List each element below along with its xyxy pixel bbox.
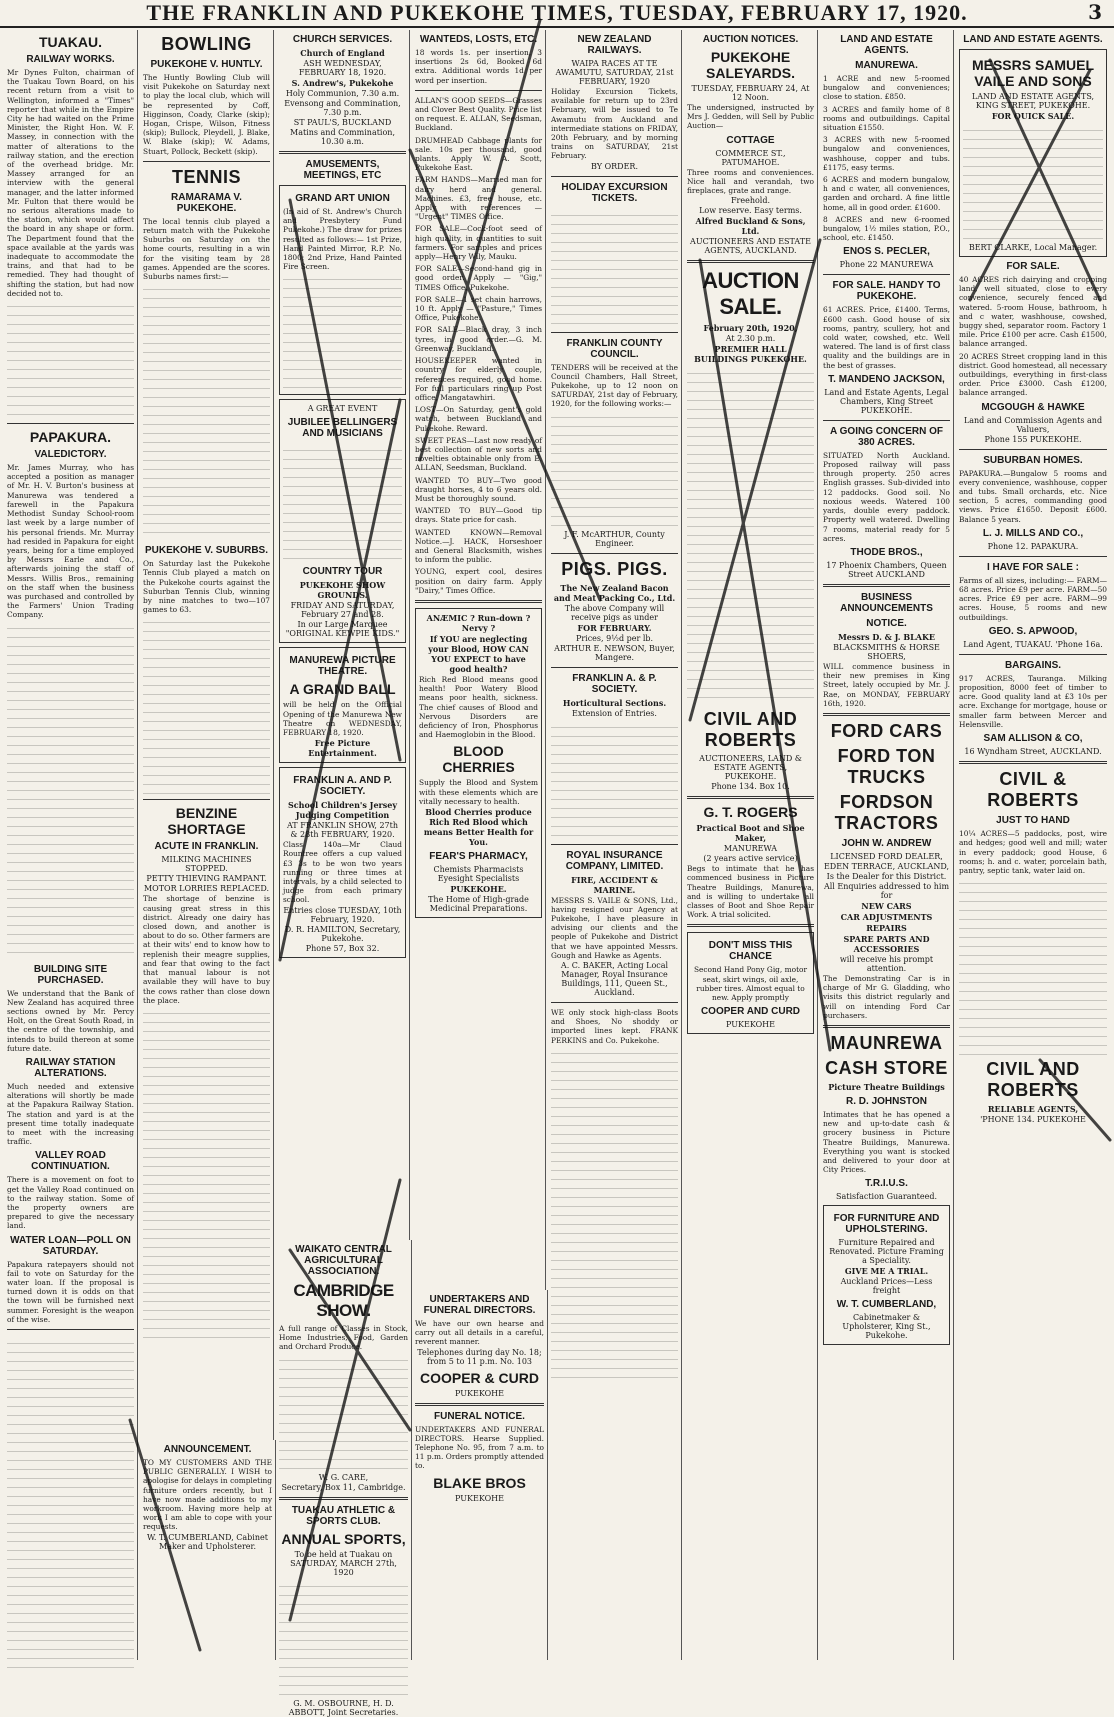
ad-head: BARGAINS. bbox=[1004, 659, 1062, 671]
ad-line: Phone 57, Box 32. bbox=[305, 943, 380, 953]
ad-furniture bbox=[823, 1205, 950, 1345]
ad-text: TENDERS will be received at the Council Chambers, Hall Street, Pukekohe, up to 12 noon on SATURDAY, 21st day of February, 1920, for the following works:— bbox=[551, 362, 678, 409]
ad-line: PUKEKOHE bbox=[455, 1388, 504, 1398]
ad-head: FOR FURNITURE AND UPHOLSTERING. bbox=[833, 1213, 940, 1236]
divider bbox=[279, 1497, 408, 1500]
page-number: 3 bbox=[1088, 0, 1102, 24]
ad-text: A full range of Classes in Stock, Home Industries, Food, Garden and Orchard Produce. bbox=[279, 1324, 408, 1352]
ad-line: ARTHUR E. NEWSON, Buyer, Mangere. bbox=[554, 643, 675, 662]
ad-line: 'PHONE 134. PUKEKOHE bbox=[980, 1115, 1086, 1125]
property-listing: 6 ACRES and modern bungalow, h and c water, all conveniences, garden and orchard. A fine little home, all in good order. £1600. bbox=[823, 175, 950, 212]
ad-text: Second Hand Pony Gig, motor seat, skirt wings, oil axle, rubber tires. Almost equal to new. Apply promptly bbox=[693, 965, 808, 1003]
ad-line: Chemists Pharmacists Eyesight Specialists bbox=[433, 865, 524, 883]
ad-line: SPARE PARTS AND ACCESSORIES bbox=[843, 933, 930, 954]
ad-head: FORDSON TRACTORS bbox=[834, 791, 939, 833]
ad-head: GRAND ART UNION bbox=[295, 193, 390, 204]
ad-vaile bbox=[959, 49, 1107, 257]
divider bbox=[415, 90, 542, 91]
ad-head: T.R.I.U.S. bbox=[865, 1178, 908, 1190]
ad-line: PUKEKOHE. bbox=[450, 884, 507, 894]
ad-head: FOR SALE. bbox=[1006, 261, 1060, 272]
property-list bbox=[959, 275, 1107, 398]
divider bbox=[551, 332, 678, 333]
service-line: Evensong and Commination, 7.30 p.m. bbox=[284, 99, 401, 117]
article-text-bowling: The Huntly Bowling Club will visit Pukekohe on Saturday next to play the local club, which will be represented by Coff, Higginson, Coady, Clarke (skip); Hogan, Crispe, Wilson, Fitness (skip); Bullock, Pleydell, J. Blake, W. Blake (skip); W. Adams, Stuart, Pollock, Beckett (skip). bbox=[143, 73, 270, 156]
ad-line: Blood Cherries produce Rich Red Blood which means Better Health for You. bbox=[423, 807, 534, 847]
ad-line: Phone 12. PAPAKURA. bbox=[987, 541, 1079, 551]
ad-line: The Home of High-grade Medicinal Preparations. bbox=[428, 895, 529, 913]
ad-line: Prices, 9½d per lb. bbox=[575, 633, 654, 643]
ad-head: JOHN W. ANDREW bbox=[841, 837, 932, 849]
ad-head: FORD CARS bbox=[830, 720, 943, 741]
column-6 bbox=[684, 30, 818, 1660]
property-listing: 3 ACRES and family home of 8 rooms and outbuildings. Capital situation £1550. bbox=[823, 104, 950, 133]
ad-text: 10¼ ACRES—5 paddocks, post, wire and hedges; good well and mill; water in every paddock; good House, 6 rooms; h. and c. water, porcelain bath, pantry, septic tank, water laid on. bbox=[959, 829, 1107, 875]
article-continuation bbox=[143, 614, 270, 794]
article-text-benzine: The shortage of benzine is causing great stress in this district. Already one dairy has closed down, and another is about to do so. Other farmers are at their wits' end to know how to replenish their meagre supplies, and fear that owing to the fact that manual labour is not available they will have to buy the cows rather than close down the place. bbox=[143, 894, 270, 1005]
ad-head: NOTICE. bbox=[866, 617, 907, 629]
ad-line: Land and Estate Agents, Legal Chambers, King Street PUKEKOHE. bbox=[824, 387, 949, 415]
ad-head: L. J. MILLS AND CO., bbox=[982, 527, 1084, 539]
service-line: Holy Communion, 7.30 a.m. bbox=[285, 89, 400, 98]
article-text-building-site: We understand that the Bank of New Zealand has acquired three sections owned by Mr. Percy Holt, on the Great South Road, in the centre of the township, and intends to build thereon at some future date. bbox=[7, 988, 134, 1053]
ad-line: School Children's Jersey Judging Competition bbox=[287, 800, 397, 821]
ad-line: Phone 134. Box 10. bbox=[711, 782, 790, 792]
ad-line: BY ORDER. bbox=[591, 161, 638, 171]
ad-text: SITUATED North Auckland. Proposed railway will pass through property. 250 acres English grasses. Sub-divided into 12 paddocks. Good soil. No noxious weeds. Watered 100 yards, double every paddock. Property well watered. Dwelling 7 rooms, material ready for 5 acres. bbox=[823, 450, 950, 543]
ad-line: Phone 155 PUKEKOHE. bbox=[984, 434, 1082, 444]
ad-text: Farms of all sizes, including:— FARM—68 acres. Price £9 per acre. FARM—50 acres. Price £9 per acre. FARM—99 acres. House, 5 rooms and new outbuildings. bbox=[959, 575, 1107, 622]
classified-ad: FOR SALE—Black dray, 3 inch tyres, in good order.—G. M. Greenway, Buckland. bbox=[415, 325, 542, 353]
ad-line: PUKEKOHE bbox=[726, 1020, 775, 1030]
divider bbox=[823, 420, 950, 421]
divider bbox=[959, 449, 1107, 450]
service-line: Matins and Commination, 10.30 a.m. bbox=[290, 128, 395, 146]
benzine-line: MILKING MACHINES STOPPED. bbox=[161, 855, 252, 874]
ad-line: BERT CLARKE, Local Manager. bbox=[968, 243, 1098, 252]
church-sub: Church of England bbox=[300, 48, 385, 58]
ad-head: COTTAGE bbox=[726, 134, 775, 146]
classified-ad: LOST—On Saturday, gent's gold watch, between Buckland and Pukekohe. Reward. bbox=[415, 405, 542, 433]
classified-ad: FOR SALE—1 set chain harrows, 10 ft. Apply — "Pasture," Times Office, Pukekohe. bbox=[415, 294, 542, 323]
column-1 bbox=[4, 30, 138, 1660]
ad-text: Holiday Excursion Tickets, available for return up to 23rd February, will be issued to Te Awamutu from Auckland and intermediate stations on FRIDAY, 20th February, and by morning trains on SATURDAY, 21st February. bbox=[551, 87, 678, 161]
section-head-auction: AUCTION NOTICES. bbox=[702, 34, 799, 45]
article-continuation bbox=[7, 620, 134, 960]
service-line: ST PAUL'S, BUCKLAND bbox=[293, 118, 392, 127]
ad-continuation bbox=[551, 1045, 678, 1385]
ad-line: If YOU are neglecting your Blood, HOW CAN YOU EXPECT to have good health? bbox=[428, 633, 529, 674]
ad-head: THODE BROS., bbox=[850, 546, 923, 558]
ad-line: BLACKSMITHS & HORSE SHOERS, bbox=[833, 642, 940, 661]
article-text-valley-road: There is a movement on foot to get the Valley Road continued on to the railway station. Some of the property owners are prepared to give the necessary land. bbox=[7, 1175, 134, 1231]
ad-head: BLOOD CHERRIES bbox=[442, 743, 515, 776]
divider bbox=[415, 600, 542, 603]
ad-continuation bbox=[551, 207, 678, 327]
ad-line: PUKEKOHE bbox=[455, 1493, 504, 1503]
ad-head: ANNUAL SPORTS, bbox=[281, 1530, 406, 1547]
divider bbox=[687, 924, 814, 927]
classified-ad: SWEET PEAS—Last now ready of best collection of new sorts and novelties obtainable only from E. ALLAN, Seedsman, Buckland. bbox=[415, 435, 542, 473]
ad-line: PUKEKOHE SHOW GROUNDS. bbox=[299, 580, 386, 601]
ad-continuation bbox=[283, 442, 402, 562]
ad-head: COUNTRY TOUR bbox=[302, 566, 383, 578]
ad-line: ANÆMIC ? Run-down ? Nervy ? bbox=[426, 612, 531, 633]
column-7 bbox=[820, 30, 954, 1660]
classified-ad: YOUNG, expert cool, desires position on dairy farm. Apply "Dairy," Times Office. bbox=[415, 567, 542, 595]
ad-line: Secretary, Box 11, Cambridge. bbox=[281, 1482, 406, 1492]
ad-head: JUST TO HAND bbox=[996, 815, 1070, 827]
ad-head: CAMBRIDGE SHOW. bbox=[293, 1281, 394, 1320]
ad-line: At 2.30 p.m. bbox=[725, 334, 776, 344]
article-continuation bbox=[7, 1335, 134, 1675]
ad-head: GEO. S. APWOOD, bbox=[988, 625, 1078, 637]
ad-head: CASH STORE bbox=[825, 1057, 948, 1078]
ad-text: WILL commence business in their new premises in King Street, lately occupied by Mr. J. Rae, on MONDAY, FEBRUARY 16th, 1920. bbox=[823, 661, 950, 708]
ad-line: LAND AND ESTATE AGENTS, KING STREET, PUKEKOHE. bbox=[971, 92, 1095, 110]
ad-line: Land Agent, TUAKAU. 'Phone 16a. bbox=[963, 639, 1103, 649]
ad-line: Land and Commission Agents and Valuers, bbox=[963, 415, 1103, 434]
ad-text: The Demonstrating Car is in charge of Mr G. Gladding, who visits this district regularly and will on intending Ford Car purchasers. bbox=[823, 973, 950, 1020]
ad-line: 17 Phoenix Chambers, Queen Street AUCKLAND bbox=[826, 560, 947, 579]
ad-line: LICENSED FORD DEALER, bbox=[830, 851, 943, 861]
ad-line: Messrs D. & J. BLAKE bbox=[837, 631, 936, 642]
ad-head: A GOING CONCERN OF 380 ACRES. bbox=[830, 425, 943, 448]
ad-head: FRANKLIN A. AND P. SOCIETY. bbox=[293, 775, 392, 798]
column-8 bbox=[956, 30, 1110, 1660]
ad-text: Class 140a—Mr Claud Rountree offers a cup valued £3 3s to be won two years running or three times at intervals, by a child selected to judge from each primary school. bbox=[283, 840, 402, 905]
ad-line: Entries close TUESDAY, 10th February, 1920. bbox=[283, 905, 402, 924]
ad-line: A GREAT EVENT bbox=[307, 404, 378, 414]
ad-line: Free Picture Entertainment. bbox=[308, 738, 377, 759]
article-continuation bbox=[143, 281, 270, 541]
ad-text: 61 ACRES. Price, £1400. Terms, £600 cash. Good house of six rooms, pantry, scullery, hot and cold water, cowshed, etc. Well watered. The land is of first class quality and the buildings are in the best of grasses. bbox=[823, 305, 950, 370]
ad-continuation bbox=[963, 122, 1103, 242]
section-head-papakura: PAPAKURA. bbox=[29, 429, 112, 446]
property-list bbox=[823, 74, 950, 242]
ad-head: ENOS S. PECLER, bbox=[843, 246, 930, 258]
ad-text: WE only stock high-class Boots and Shoes, No shoddy or imported lines kept. FRANK PERKINS and Co. Pukekohe. bbox=[551, 1008, 678, 1045]
ad-line: February 20th, 1920, bbox=[703, 323, 798, 334]
ad-head: SAM ALLISON & CO, bbox=[983, 733, 1083, 745]
classified-ad: ALLAN'S GOOD SEEDS—Grasses and Clover Best Quality. Price list on request. E. ALLAN, Seedsman, Buckland. bbox=[415, 95, 542, 133]
ad-head: FRANKLIN COUNTY COUNCIL. bbox=[566, 337, 663, 360]
section-head-bowling: BOWLING bbox=[161, 34, 252, 54]
ad-continuation bbox=[283, 271, 402, 391]
ad-text: Three rooms and conveniences. Nice hall and verandah, two fireplaces, grate and range. bbox=[687, 167, 814, 196]
divider bbox=[823, 584, 950, 587]
ad-line: Is the Dealer for this District. bbox=[826, 871, 947, 881]
classified-ad: FARM HANDS—Married man for dairy herd and general. Machines. £3, free house, etc. Apply with references — "Urgent" TIMES Office. bbox=[415, 175, 542, 222]
ad-head: TUAKAU ATHLETIC & SPORTS CLUB. bbox=[291, 1504, 396, 1527]
ad-text: 917 ACRES, Tauranga. Milking proposition, 8000 feet of timber to acre. Good quality land at £3 10s per acre. Exchange for mortgage, house or smaller farm between Mercer and Helensville. bbox=[959, 673, 1107, 729]
ad-head: BLAKE BROS bbox=[433, 1474, 526, 1491]
ad-line: 16 Wyndham Street, AUCKLAND. bbox=[964, 747, 1102, 757]
ad-line: The New Zealand Bacon and Meat Packing Co., Ltd. bbox=[553, 582, 676, 603]
ad-text: Rich Red Blood means good health! Poor Watery Blood means poor health, sickness. The chief causes of Blood and Nervous Disorders are deficiency of Iron, Phosphorus and Haemoglobin in the Blood. bbox=[419, 674, 538, 740]
ad-line: TUESDAY, FEBRUARY 24, At 12 Noon. bbox=[691, 84, 810, 102]
divider bbox=[551, 844, 678, 845]
ad-continuation bbox=[551, 719, 678, 839]
ad-head: DON'T MISS THIS CHANCE bbox=[708, 940, 793, 963]
ad-line: EDEN TERRACE, AUCKLAND, bbox=[823, 861, 950, 871]
ad-head: HOLIDAY EXCURSION TICKETS. bbox=[561, 181, 668, 204]
ad-line: Telephones during day No. 18; from 5 to 11 p.m. No. 103 bbox=[417, 1347, 542, 1366]
ad-line: COMMERCE ST., PATUMAHOE. bbox=[715, 148, 786, 167]
ad-art-union bbox=[279, 185, 406, 395]
ad-line: PREMIER HALL BUILDINGS PUKEKOHE. bbox=[694, 344, 807, 365]
ad-head: W. T. CUMBERLAND, bbox=[836, 1299, 937, 1311]
ad-undertakers bbox=[412, 1290, 548, 1660]
article-sub-suburbs: PUKEKOHE V. SUBURBS. bbox=[145, 545, 268, 557]
ad-line: Freehold. bbox=[730, 196, 771, 206]
section-head-church: CHURCH SERVICES. bbox=[292, 34, 393, 45]
ad-line: AT FRANKLIN SHOW, 27th & 28th FEBRUARY, 1920. bbox=[286, 821, 399, 840]
ad-line: All Enquiries addressed to him for bbox=[823, 881, 950, 900]
article-text-suburbs: On Saturday last the Pukekohe Tennis Club played a match on the Pukekohe courts against the Suburban Tennis Club, winning by nine matches to two—107 games to 63. bbox=[143, 559, 270, 615]
property-listing: 1 ACRE and new 5-roomed bungalow and conveniences; close to station. £850. bbox=[823, 74, 950, 102]
ad-line: Low reserve. Easy terms. bbox=[699, 206, 802, 216]
classified-ad: FOR SALE—Cock-foot seed of high quality, in quantities to suit farmers. For samples and prices apply—Henry Wily, Mauku. bbox=[415, 224, 542, 262]
ad-line: FOR FEBRUARY. bbox=[577, 622, 652, 633]
property-listing: 40 ACRES rich dairying and cropping land, well situated, close to every convenience, securely fenced and watered. 5-room House, bathroom, h and c water, washhouse, cowshed, buggy shed, separator room. Factory 1 mile. Price £100 per acre. Cash £1500, balance arranged. bbox=[959, 275, 1107, 349]
article-sub-bowling: PUKEKOHE V. HUNTLY. bbox=[150, 59, 263, 70]
ad-line: W. T. CUMBERLAND, Cabinet Maker and Upholsterer. bbox=[147, 1532, 268, 1551]
article-text-valedictory: Mr. James Murray, who has accepted a position as manager of Mr. H. V. Burton's business at Manurewa was tendered a farewell in the Papakura Methodist Sunday School-room last week by a large number of his personal friends. Mr. Murray had resided in Papakura for eight years, being for a time employed by Messrs Earle and Co., afterwards joining the staff of Messrs. Willis Bros., remaining on the staff when the business was purchased and controlled by the Farmers' Union Trading Company. bbox=[7, 463, 134, 620]
ad-line: Extension of Entries. bbox=[572, 708, 657, 718]
ad-head: FOR SALE. HANDY TO PUKEKOHE. bbox=[832, 280, 941, 303]
ad-line: CAR ADJUSTMENTS bbox=[840, 911, 933, 922]
classified-list bbox=[415, 96, 542, 595]
st-andrews: S. Andrew's, Pukekohe bbox=[291, 78, 394, 88]
ad-head: ANNOUNCEMENT. bbox=[163, 1444, 252, 1455]
ad-text: We have our own hearse and carry out all details in a careful, reverent manner. bbox=[415, 1319, 544, 1347]
divider bbox=[823, 713, 950, 716]
ad-line: Phone 22 MANUREWA bbox=[839, 260, 934, 270]
ad-head: R. D. JOHNSTON bbox=[846, 1095, 927, 1107]
ad-continuation bbox=[279, 1352, 408, 1472]
ad-announcement bbox=[140, 1440, 276, 1660]
ad-line: A. C. BAKER, Acting Local Manager, Royal Insurance Buildings, 111, Queen St., Auckland. bbox=[560, 961, 669, 998]
article-text-railway-station: Much needed and extensive alterations will shortly be made at the Papakura Railway Station. The station and yard is at the present time totally inadequate to meet with the increasing traffic. bbox=[7, 1081, 134, 1147]
divider bbox=[959, 556, 1107, 557]
section-head-wanteds: WANTEDS, LOSTS, ETC. bbox=[419, 34, 538, 45]
article-text-tennis: The local tennis club played a return match with the Pukekohe Suburbs on Saturday on the home courts, resulting in a win for the visiting team by 28 games. Appended are the scores. Suburbs names first:— bbox=[143, 216, 270, 282]
ad-jubilee bbox=[279, 399, 406, 643]
ad-head: COOPER AND CURD bbox=[700, 1006, 801, 1018]
article-sub-benzine: ACUTE IN FRANKLIN. bbox=[154, 841, 259, 853]
classified-ad: HOUSEKEEPER wanted in country for elderly couple, references required, good home. For full particulars ring up Post office, Mangatawhiri. bbox=[415, 356, 542, 402]
ad-line: Auckland Prices—Less freight bbox=[840, 1277, 933, 1296]
section-head-land-agents: LAND AND ESTATE AGENTS. bbox=[963, 34, 1103, 45]
ad-line: FRIDAY AND SATURDAY, February 27 and 28. bbox=[290, 601, 395, 620]
ad-line: The above Company will receive pigs as under bbox=[564, 603, 665, 622]
page-title: THE FRANKLIN AND PUKEKOHE TIMES, TUESDAY, FEBRUARY 17, 1920. bbox=[146, 0, 968, 25]
ad-head: MCGOUGH & HAWKE bbox=[981, 401, 1085, 413]
ad-head: PIGS. PIGS. bbox=[561, 558, 668, 579]
ad-line: will receive his prompt attention. bbox=[839, 954, 934, 973]
divider bbox=[551, 176, 678, 177]
article-head-building-site: BUILDING SITE PURCHASED. bbox=[33, 963, 108, 986]
ad-text: MESSRS S. VAILE & SONS, Ltd., having resigned our Agency at Pukekohe, I have pleasure in advising our clients and the people of Pukekohe and District that we have appointed Messrs. Gough and Hawke as Agents. bbox=[551, 895, 678, 960]
ad-line: D. R. HAMILTON, Secretary, Pukekohe. bbox=[284, 924, 401, 943]
classified-ad: WANTED TO BUY—Good tip drays. State price for cash. bbox=[415, 506, 542, 525]
article-continuation bbox=[7, 298, 134, 418]
article-text-railway-works: Mr Dynes Fulton, chairman of the Tuakau Town Board, on his recent return from a visit to Wellington, informed a "Times" reporter that while in the Empire City he had waited on the Prime Minister, the Right Hon. W. F. Massey, in connection with the matter of alterations to the railway station, and the erection of the overhead bridge. Mr. Massey arranged for an interview with the general manager, and the latter informed Mr. Fulton that there would be no serious alterations made to the station, which would affect the board in any shape or form. The Department found that the space available at the yards was inadequate to accommodate the trains, and that had to be remedied. They had thought of shifting the station, but had now decided not to. bbox=[7, 68, 134, 298]
ad-blood-cherries bbox=[415, 608, 542, 918]
ad-continuation bbox=[551, 409, 678, 529]
ad-head: CIVIL AND ROBERTS bbox=[986, 1059, 1080, 1101]
ad-text: (In aid of St. Andrew's Church and Presbytery Fund Pukekohe.) The draw for prizes resulted as follows:— 1st Prize, Hand Painted Mirror, R.P. No. 1800; 2nd Prize, Hand Painted Fire Screen. bbox=[283, 207, 402, 272]
masthead bbox=[0, 0, 1114, 28]
ad-head: FRANKLIN A. & P. SOCIETY. bbox=[572, 672, 657, 695]
ad-continuation bbox=[959, 875, 1107, 1055]
divider bbox=[823, 1025, 950, 1028]
ad-head: A GRAND BALL bbox=[289, 681, 396, 698]
section-head-amusements: AMUSEMENTS, MEETINGS, ETC bbox=[303, 159, 382, 181]
benzine-line: PETTY THIEVING RAMPANT. bbox=[146, 874, 267, 884]
ad-head: JUBILEE BELLINGERS AND MUSICIANS bbox=[287, 417, 398, 440]
ad-text: Begs to intimate that he has commenced business in Picture Theatre Buildings, Manurewa, and is willing to undertake all classes of Boot and Shoe Repair Work. A trial solicited. bbox=[687, 864, 814, 920]
section-head-benzine: BENZINE SHORTAGE bbox=[167, 805, 246, 838]
divider bbox=[823, 274, 950, 275]
ad-line: RELIABLE AGENTS, bbox=[987, 1104, 1079, 1115]
ad-text: Supply the Blood and System with these elements which are vitally necessary to health. bbox=[419, 778, 538, 806]
wanted-intro: 18 words 1s. per insertion, 3 insertions 2s 6d, Booked 6d extra. Additional words 1d per word per insertion. bbox=[415, 48, 542, 85]
ad-line: GIVE ME A TRIAL. bbox=[844, 1266, 929, 1277]
property-listing: 8 ACRES and new 6-roomed bungalow, 1½ miles station, P.O., school, etc. £1450. bbox=[823, 214, 950, 243]
ad-line: MANUREWA bbox=[723, 844, 778, 854]
ad-head: PUKEKOHE SALEYARDS. bbox=[706, 49, 795, 81]
divider bbox=[959, 654, 1107, 655]
ash-wednesday: ASH WEDNESDAY, FEBRUARY 18, 1920. bbox=[298, 59, 387, 77]
divider bbox=[687, 796, 814, 799]
ad-line: Alfred Buckland & Sons, Ltd. bbox=[695, 216, 806, 237]
article-sub-tennis: RAMARAMA V. PUKEKOHE. bbox=[171, 191, 242, 214]
divider bbox=[959, 761, 1107, 764]
article-head-railway-works: RAILWAY WORKS. bbox=[26, 54, 115, 65]
ad-line: G. M. OSBOURNE, H. D. ABBOTT, Joint Secretaries. bbox=[288, 1698, 399, 1717]
ad-head: CIVIL & ROBERTS bbox=[987, 769, 1079, 811]
ad-head: FEAR'S PHARMACY, bbox=[429, 851, 528, 862]
ad-head: ROYAL INSURANCE COMPANY, LIMITED. bbox=[565, 849, 664, 872]
ad-jersey-judging bbox=[279, 767, 406, 957]
divider bbox=[143, 799, 270, 800]
classified-ad: WANTED KNOWN—Removal Notice.—J. HACK, Horseshoer and General Blacksmith, wishes to inform the public. bbox=[415, 527, 542, 565]
ad-line: Horticultural Sections. bbox=[562, 697, 667, 708]
article-text-water-loan: Papakura ratepayers should not fail to vote on Saturday for the water loan. If the proposal is turned down it is odds on that the town will be furnished next summer. Foresight is the weapon of the wise. bbox=[7, 1259, 134, 1324]
section-head-land-agents: LAND AND ESTATE AGENTS. bbox=[840, 34, 933, 56]
ad-line: In our Large Marquee "ORIGINAL KEWPIE KIDS." bbox=[285, 620, 400, 639]
ad-head: I HAVE FOR SALE : bbox=[986, 561, 1080, 573]
ad-line: Satisfaction Guaranteed. bbox=[835, 1192, 938, 1202]
property-listing: 3 ACRES with new 5-roomed bungalow and conveniences, washhouse, copper and tubs. £1175, easy terms. bbox=[823, 135, 950, 172]
ad-line: FOR QUICK SALE. bbox=[991, 111, 1075, 121]
ad-dont-miss bbox=[687, 932, 814, 1034]
divider bbox=[415, 1403, 544, 1406]
divider bbox=[687, 260, 814, 263]
ad-text: PAPAKURA.—Bungalow 5 rooms and every convenience, washhouse, copper and tubs. Small orchards, etc. Nice section, 5 acres, commanding good views. Price £1650. Deposit £600. Balance 5 years. bbox=[959, 468, 1107, 524]
ad-text: will be held on the Official Opening of the Manurewa New Theatre on WEDNESDAY, FEBRUARY 18, 1920. bbox=[283, 700, 402, 738]
ad-head: MAUNREWA bbox=[830, 1032, 943, 1053]
section-head-business: BUSINESS ANNOUNCEMENTS bbox=[840, 591, 933, 614]
ad-continuation bbox=[687, 365, 814, 705]
column-2 bbox=[140, 30, 274, 1660]
ad-line: To be held at Tuakau on SATURDAY, MARCH 27th, 1920 bbox=[290, 1549, 397, 1577]
ad-head: MANUREWA. bbox=[855, 60, 918, 71]
ad-line: AUCTIONEERS AND ESTATE AGENTS, AUCKLAND. bbox=[690, 237, 811, 256]
ad-head: COOPER & CURD bbox=[419, 1369, 539, 1386]
divider bbox=[551, 1002, 678, 1003]
ad-head: CIVIL AND ROBERTS bbox=[703, 709, 798, 751]
ad-head: MESSRS SAMUEL VAILE AND SONS bbox=[971, 57, 1095, 89]
ad-head: AUCTION SALE. bbox=[702, 268, 799, 320]
benzine-line: MOTOR LORRIES REPLACED. bbox=[143, 884, 270, 894]
divider bbox=[143, 161, 270, 162]
divider bbox=[7, 1329, 134, 1330]
section-head-tuakau: TUAKAU. bbox=[39, 34, 102, 50]
ad-line: J. F. McARTHUR, County Engineer. bbox=[564, 529, 665, 548]
ad-line: Practical Boot and Shoe Maker, bbox=[696, 823, 805, 844]
classified-ad: FOR SALE—Second-hand gig in good order. Apply — "Gig," TIMES Office, Pukekohe. bbox=[415, 264, 542, 292]
divider bbox=[551, 553, 678, 554]
ad-text: TO MY CUSTOMERS AND THE PUBLIC GENERALLY. I WISH to apologise for delays in completing furniture orders recently, but I have now made additions to my workroom. Having more help at work I am able to cope with your requests. bbox=[143, 1458, 272, 1532]
column-5 bbox=[548, 30, 682, 1660]
ad-line: W. G. CARE, bbox=[318, 1472, 369, 1482]
ad-head: FORD TON TRUCKS bbox=[837, 745, 936, 787]
ad-head: SUBURBAN HOMES. bbox=[983, 454, 1083, 466]
ad-head: T. MANDENO JACKSON, bbox=[828, 373, 945, 385]
divider bbox=[551, 667, 678, 668]
ad-text: The undersigned, instructed by Mrs J. Gedden, will Sell by Public Auction— bbox=[687, 103, 814, 131]
ad-head: NEW ZEALAND RAILWAYS. bbox=[577, 34, 652, 56]
ad-line: AUCTIONEERS, LAND & ESTATE AGENTS, PUKEKOHE. bbox=[699, 754, 802, 782]
ad-line: REPAIRS bbox=[866, 922, 907, 933]
article-head-water-loan: WATER LOAN—POLL ON SATURDAY. bbox=[10, 1234, 131, 1257]
ad-line: NEW CARS bbox=[861, 900, 912, 911]
classified-ad: WANTED TO BUY—Two good draught horses, 4 to 6 years old. Must be thoroughly sound. bbox=[415, 475, 542, 503]
article-head-valley-road: VALLEY ROAD CONTINUATION. bbox=[31, 1150, 110, 1173]
divider bbox=[279, 151, 406, 154]
article-head-valedictory: VALEDICTORY. bbox=[34, 449, 107, 461]
section-head-tennis: TENNIS bbox=[171, 166, 241, 187]
ad-cambridge-show bbox=[276, 1240, 412, 1717]
ad-continuation bbox=[279, 1578, 408, 1698]
ad-head: WAIKATO CENTRAL AGRICULTURAL ASSOCIATION. bbox=[295, 1244, 392, 1277]
article-continuation bbox=[143, 1005, 270, 1345]
article-head-railway-station: RAILWAY STATION ALTERATIONS. bbox=[25, 1056, 116, 1079]
ad-manurewa-theatre bbox=[279, 647, 406, 763]
divider bbox=[7, 423, 134, 424]
ad-head: FUNERAL NOTICE. bbox=[434, 1410, 525, 1422]
property-listing: 20 ACRES Street cropping land in this district. Good homestead, all necessary outbuildings, everything in first-class order. Price £3000. Cash £1200, balance arranged. bbox=[959, 351, 1107, 398]
classified-ad: DRUMHEAD Cabbage plants for sale. 10s per thousand, good plants. Apply W. A. Scott, Pukekohe East. bbox=[415, 135, 542, 173]
ad-line: (2 years active service) bbox=[703, 854, 798, 864]
ad-line: FIRE, ACCIDENT & MARINE. bbox=[571, 874, 658, 895]
ad-line: Picture Theatre Buildings bbox=[828, 1081, 945, 1092]
ad-head: G. T. ROGERS bbox=[703, 804, 798, 821]
ad-head: MANUREWA PICTURE THEATRE. bbox=[289, 655, 396, 678]
ad-line: Cabinetmaker & Upholsterer, King St., Pukekohe. bbox=[842, 1313, 931, 1341]
ad-line: WAIPA RACES AT TE AWAMUTU, SATURDAY, 21st FEBRUARY, 1920 bbox=[555, 59, 674, 86]
ad-text: Intimates that he has opened a new and up-to-date cash & grocery business in Picture Theatre Buildings, Manurewa. Everything you want is stocked and delivered to your door at City Prices. bbox=[823, 1109, 950, 1175]
ad-text: UNDERTAKERS AND FUNERAL DIRECTORS. Hearse Supplied. Telephone No. 95, from 7 a.m. to 11 p.m. Orders promptly attended to. bbox=[415, 1424, 544, 1471]
ad-head: UNDERTAKERS AND FUNERAL DIRECTORS. bbox=[423, 1294, 536, 1316]
ad-line: Furniture Repaired and Renovated. Picture Framing a Speciality. bbox=[829, 1238, 944, 1266]
